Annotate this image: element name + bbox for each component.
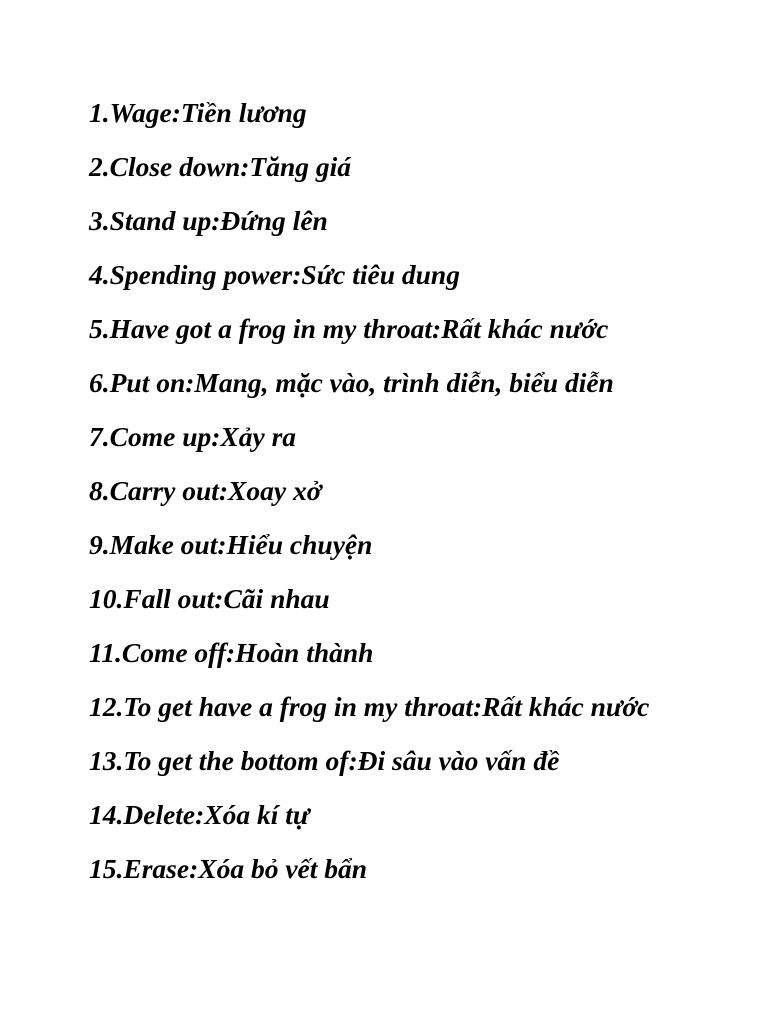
vocabulary-entry-2: 2.Close down:Tăng giá — [89, 151, 352, 182]
vocabulary-entry-7: 7.Come up:Xảy ra — [89, 421, 297, 452]
vocabulary-entry-11: 11.Come off:Hoàn thành — [89, 637, 374, 668]
vocabulary-entry-15: 15.Erase:Xóa bỏ vết bẩn — [89, 853, 368, 884]
vocabulary-entry-1: 1.Wage:Tiền lương — [89, 97, 307, 128]
vocabulary-entry-12: 12.To get have a frog in my throat:Rất khác nước — [89, 691, 650, 722]
vocabulary-entry-14: 14.Delete:Xóa kí tự — [89, 799, 310, 830]
vocabulary-entry-13: 13.To get the bottom of:Đi sâu vào vấn đề — [89, 745, 560, 776]
vocabulary-entry-5: 5.Have got a frog in my throat:Rất khác nước — [89, 313, 609, 344]
vocabulary-entry-3: 3.Stand up:Đứng lên — [89, 205, 328, 236]
vocabulary-entry-10: 10.Fall out:Cãi nhau — [89, 583, 330, 614]
vocabulary-entry-9: 9.Make out:Hiểu chuyện — [89, 529, 373, 560]
vocabulary-entry-6: 6.Put on:Mang, mặc vào, trình diễn, biểu diễn — [89, 367, 614, 398]
vocabulary-entry-8: 8.Carry out:Xoay xở — [89, 475, 322, 506]
vocabulary-list — [89, 92, 689, 902]
vocabulary-entry-4: 4.Spending power:Sức tiêu dung — [89, 259, 460, 290]
